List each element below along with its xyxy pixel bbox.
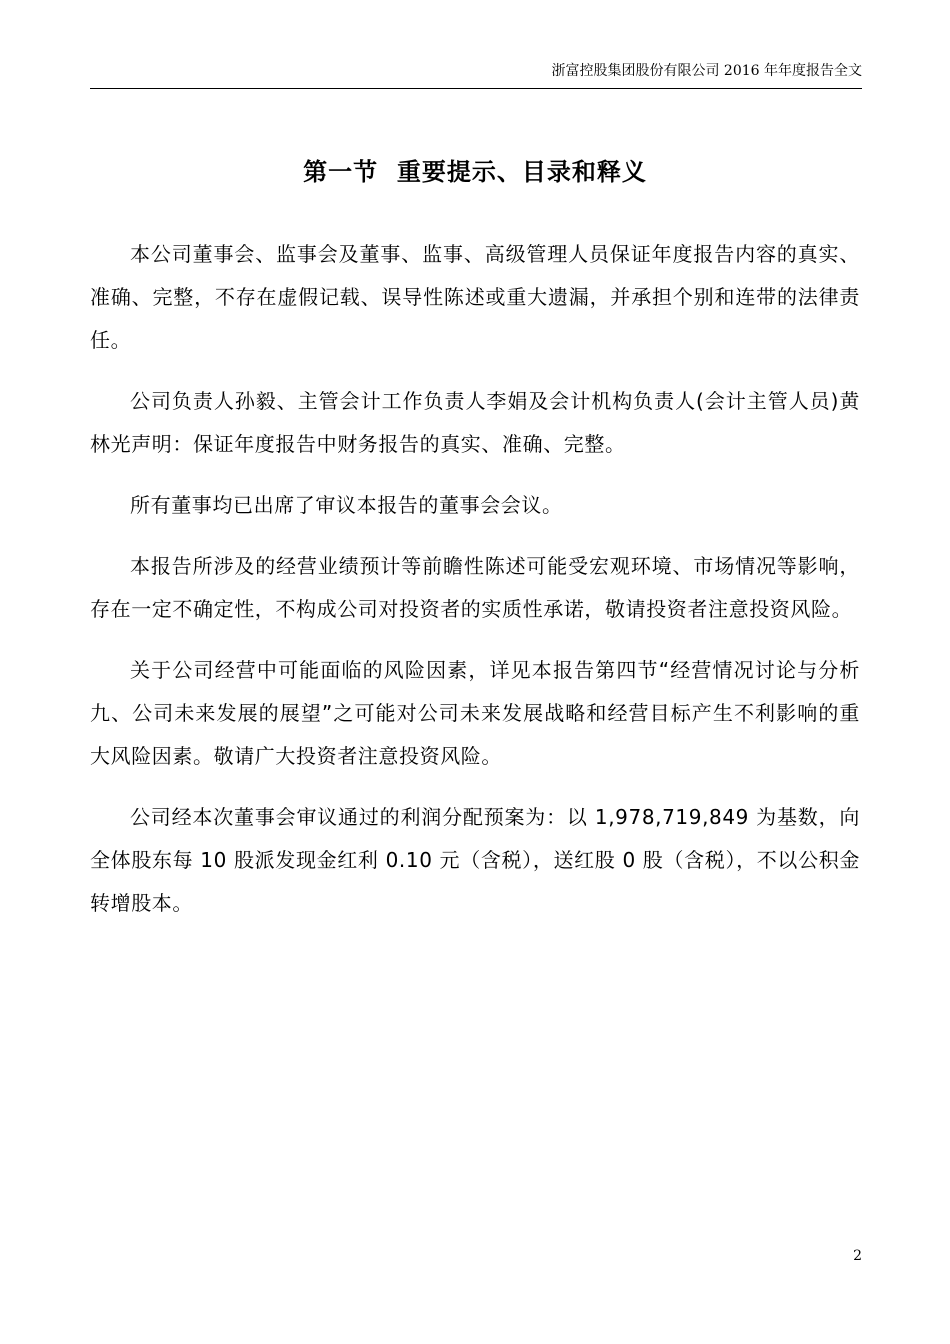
document-body bbox=[90, 233, 874, 943]
paragraph-profit-distribution: 公司经本次董事会审议通过的利润分配预案为：以 1,978,719,849 为基数，向全体股东每 10 股派发现金红利 0.10 元（含税），送红股 0 股（含税），不以公积金转增股本。 bbox=[90, 805, 860, 915]
paragraph-directors-attendance: 所有董事均已出席了审议本报告的董事会会议。 bbox=[130, 493, 563, 517]
paragraph-board-guarantee: 本公司董事会、监事会及董事、监事、高级管理人员保证年度报告内容的真实、准确、完整，不存在虚假记载、误导性陈述或重大遗漏，并承担个别和连带的法律责任。 bbox=[90, 242, 860, 352]
page-number: 2 bbox=[853, 1248, 862, 1264]
section-title: 第一节 重要提示、目录和释义 bbox=[303, 158, 647, 186]
paragraph-forward-looking: 本报告所涉及的经营业绩预计等前瞻性陈述可能受宏观环境、市场情况等影响，存在一定不确定性，不构成公司对投资者的实质性承诺，敬请投资者注意投资风险。 bbox=[90, 554, 860, 621]
paragraph-responsible-persons: 公司负责人孙毅、主管会计工作负责人李娟及会计机构负责人(会计主管人员)黄林光声明：保证年度报告中财务报告的真实、准确、完整。 bbox=[90, 389, 860, 456]
header-rule bbox=[90, 88, 862, 89]
paragraph-risk-factors: 关于公司经营中可能面临的风险因素，详见本报告第四节“经营情况讨论与分析 九、公司未来发展的展望”之可能对公司未来发展战略和经营目标产生不利影响的重大风险因素。敬请广大投资者注意投资风险。 bbox=[90, 658, 874, 768]
header-title: 浙富控股集团股份有限公司 2016 年年度报告全文 bbox=[551, 63, 862, 79]
